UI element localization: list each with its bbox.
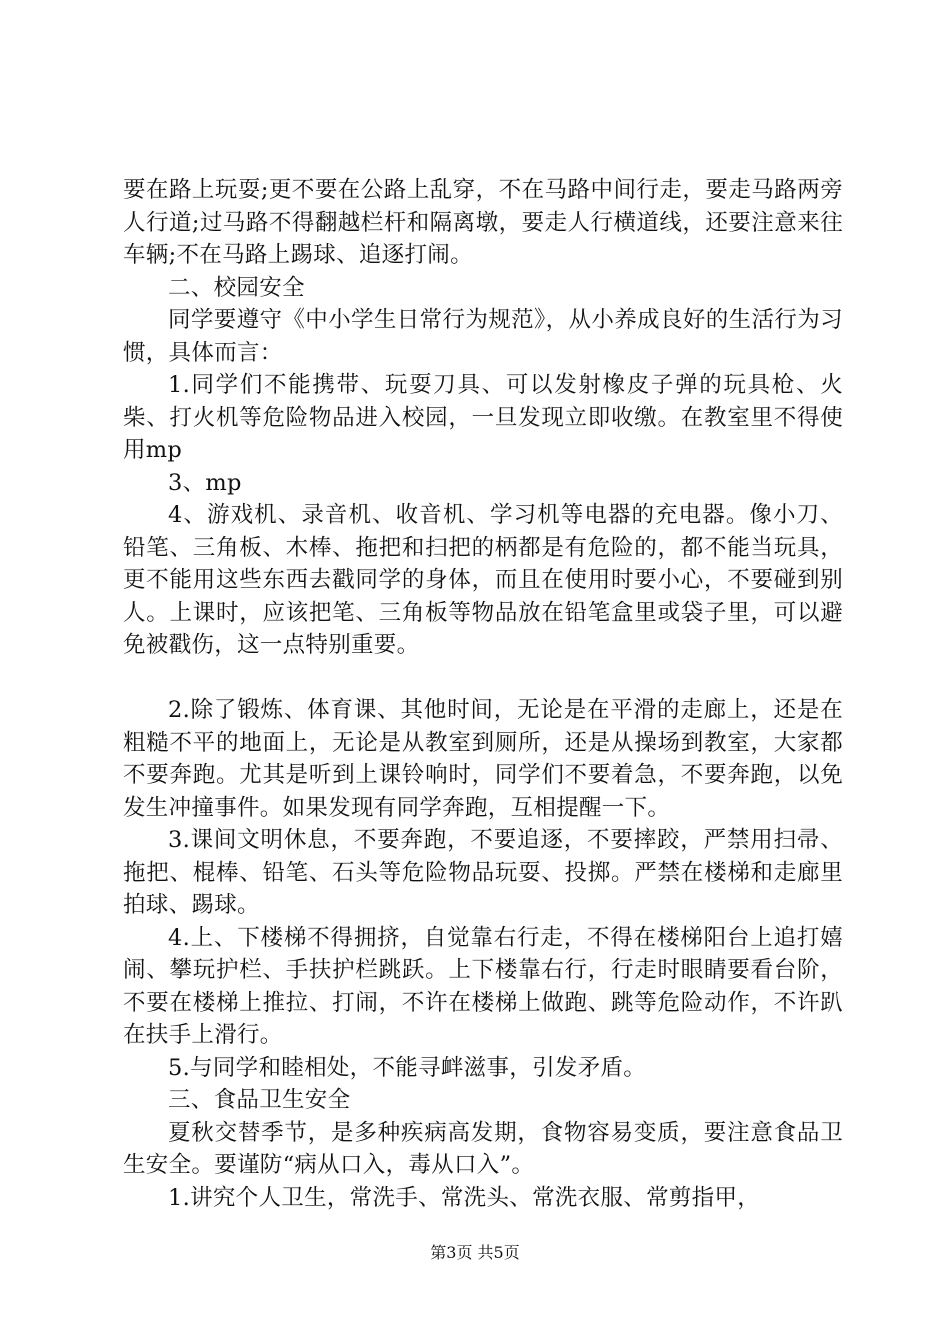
paragraph: 1.讲究个人卫生，常洗手、常洗头、常洗衣服、常剪指甲， (168, 1184, 761, 1211)
paragraph: 夏秋交替季节，是多种疾病高发期，食物容易变质，要注意食品卫生安全。要谨防“病从口入，毒从口入”。 (123, 1119, 843, 1178)
paragraph: 3、mp (168, 469, 242, 496)
section-heading-food-safety: 三、食品卫生安全 (168, 1087, 351, 1113)
blank-line (123, 662, 843, 695)
paragraph: 5.与同学和睦相处，不能寻衅滋事，引发矛盾。 (168, 1054, 647, 1081)
paragraph: 4.上、下楼梯不得拥挤，自觉靠右行走，不得在楼梯阳台上追打嬉闹、攀玩护栏、手扶护栏跳跃。上下楼靠右行，行走时眼睛要看台阶，不要在楼梯上推拉、打闹，不许在楼梯上做跑、跳等危险动作，不许趴在扶手上滑行。 (123, 924, 843, 1048)
section-heading-campus-safety: 二、校园安全 (168, 274, 305, 301)
paragraph: 要在路上玩耍;更不要在公路上乱穿，不在马路中间行走，要走马路两旁人行道;过马路不得翻越栏杆和隔离墩，要走人行横道线，还要注意来往车辆;不在马路上踢球、追逐打闹。 (123, 177, 843, 268)
paragraph: 1.同学们不能携带、玩耍刀具、可以发射橡皮子弹的玩具枪、火柴、打火机等危险物品进入校园，一旦发现立即收缴。在教室里不得使用mp (123, 372, 843, 463)
paragraph: 同学要遵守《中小学生日常行为规范》，从小养成良好的生活行为习惯，具体而言： (123, 307, 843, 366)
paragraph: 2.除了锻炼、体育课、其他时间，无论是在平滑的走廊上，还是在粗糙不平的地面上，无论是从教室到厕所，还是从操场到教室，大家都不要奔跑。尤其是听到上课铃响时，同学们不要着急，不要奔跑，以免发生冲撞事件。如果发现有同学奔跑，互相提醒一下。 (123, 697, 843, 821)
page-number-footer: 第3页 共5页 (430, 1243, 520, 1262)
document-body (123, 174, 843, 1214)
paragraph: 4、游戏机、录音机、收音机、学习机等电器的充电器。像小刀、铅笔、三角板、木棒、拖把和扫把的柄都是有危险的，都不能当玩具，更不能用这些东西去戳同学的身体，而且在使用时要小心，不要碰到别人。上课时，应该把笔、三角板等物品放在铅笔盒里或袋子里，可以避免被戳伤，这一点特别重要。 (123, 502, 843, 658)
paragraph: 3.课间文明休息，不要奔跑，不要追逐，不要摔跤，严禁用扫帚、拖把、棍棒、铅笔、石头等危险物品玩耍、投掷。严禁在楼梯和走廊里拍球、踢球。 (123, 827, 843, 918)
